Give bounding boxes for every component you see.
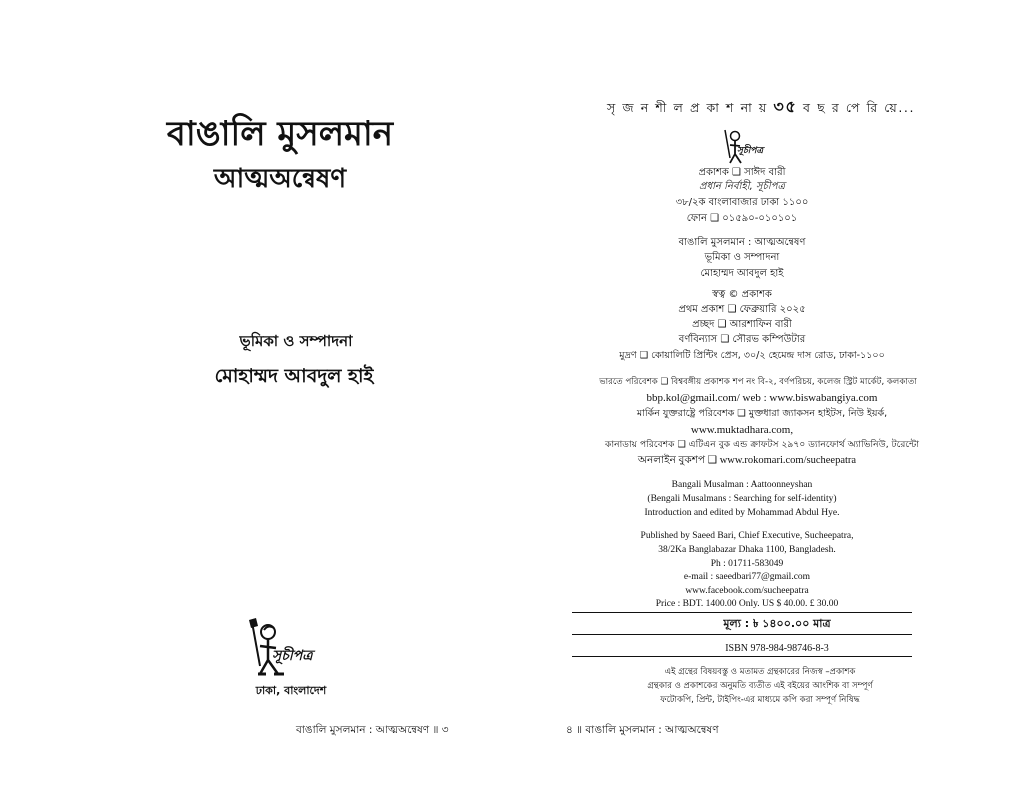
tagline-number: ৩৫ [773, 97, 798, 116]
logo-wordmark-small: সূচীপত্র [737, 146, 764, 156]
legal-line: ফটোকপি, প্রিন্ট, টাইপিং-এর মাধ্যমে কপি করা সম্পূর্ণ নিষিদ্ধ [660, 695, 860, 705]
credit-line: প্রচ্ছদ ❑ আরশাফিন বারী [692, 319, 792, 330]
rule-mid [572, 634, 912, 635]
credit-line: মুদ্রণ ❑ কোয়ালিটি প্রিন্টিং প্রেস, ৩০/২ হেমেন্দ্র দাস রোড, ঢাকা-১১০০ [619, 350, 885, 361]
imprint-place: ঢাকা, বাংলাদেশ [255, 684, 327, 697]
page-folio: বাঙালি মুসলমান : আত্মঅন্বেষণ ॥ ৩ [296, 724, 449, 736]
rule-top [572, 612, 912, 613]
book-line: মোহাম্মদ আবদুল হাই [700, 268, 784, 279]
publisher-line: প্রধান নির্বাহী, সূচীপত্র [699, 181, 785, 192]
distributor-line: মার্কিন যুক্তরাষ্ট্রে পরিবেশক ❑ মুক্তধারা জ্যাকসন হাইটস, নিউ ইয়র্ক, [636, 408, 888, 419]
english-pub-line: www.facebook.com/sucheepatra [685, 586, 809, 596]
price-bengali: মূল্য : ৳ ১৪০০.০০ মাত্র [723, 617, 831, 630]
english-pub-line: 38/2Ka Banglabazar Dhaka 1100, Bangladesh. [658, 545, 836, 555]
book-line: বাঙালি মুসলমান : আত্মঅন্বেষণ [678, 237, 806, 248]
publisher-line: ৩৮/২ক বাংলাবাজার ঢাকা ১১০০ [675, 197, 809, 208]
legal-line: এই গ্রন্থের বিষয়বস্তু ও মতামত গ্রন্থকারের নিজস্ব –প্রকাশক [664, 667, 856, 677]
logo-wordmark: সূচীপত্র [272, 648, 313, 664]
english-pub-line: Published by Saeed Bari, Chief Executive, Sucheepatra, [640, 531, 854, 541]
distributor-line: bbp.kol@gmail.com/ web : www.biswabangiya.com [646, 392, 878, 404]
distributor-line: www.muktadhara.com, [690, 424, 794, 436]
english-title-line: Introduction and edited by Mohammad Abdul Hye. [644, 508, 840, 518]
book-subtitle: আত্মঅন্বেষণ [213, 164, 347, 194]
publisher-line: প্রকাশক ❑ সাঈদ বারী [698, 167, 786, 178]
english-title-line: (Bengali Musalmans : Searching for self-identity) [647, 494, 837, 504]
legal-line: গ্রন্থকার ও প্রকাশকের অনুমতি ব্যতীত এই বইয়ের আংশিক বা সম্পূর্ণ [647, 681, 873, 691]
intro-edit-label: ভূমিকা ও সম্পাদনা [239, 332, 353, 350]
tagline-post: ব ছ র পে রি য়ে... [803, 100, 916, 115]
book-line: ভূমিকা ও সম্পাদনা [704, 252, 780, 263]
credit-line: বর্ণবিন্যাস ❑ সৌরভ কম্পিউটার [678, 334, 806, 345]
credit-line: স্বত্ব © প্রকাশক [712, 289, 772, 300]
publisher-logo [238, 616, 324, 680]
distributor-line: ভারতে পরিবেশক ❑ বিশ্ববঙ্গীয় প্রকাশক শপ নং বি-২, বর্ণপরিচয়, কলেজ স্ট্রিট মার্কেট, কলকাতা [599, 377, 917, 387]
distributor-line: অনলাইন বুকশপ ❑ www.rokomari.com/sucheepatra [637, 455, 857, 466]
english-pub-line: e-mail : saeedbari77@gmail.com [683, 572, 811, 582]
isbn: ISBN 978-984-98746-8-3 [725, 643, 829, 654]
publisher-logo-small [717, 126, 767, 166]
english-pub-line: Ph : 01711-583049 [710, 559, 784, 569]
publisher-line: ফোন ❑ ০১৫৯০-০১০১০১ [686, 213, 798, 224]
distributor-line: কানাডায় পরিবেশক ❑ এটিএন বুক এন্ড ক্রাফটস ২৯৭০ ড্যানফোর্থ অ্যাভিনিউ, টরেন্টো [605, 439, 919, 450]
credit-line: প্রথম প্রকাশ ❑ ফেব্রুয়ারি ২০২৫ [678, 304, 806, 315]
english-title-line: Bangali Musalman : Aattoonneyshan [671, 480, 813, 490]
tagline-pre: সৃ জ ন শী ল প্র কা শ না য় [606, 100, 768, 115]
book-title: বাঙালি মুসলমান [166, 114, 394, 154]
anniversary-tagline [596, 94, 926, 121]
author-name: মোহাম্মদ আবদুল হাই [214, 365, 374, 387]
page-folio: ৪ ॥ বাঙালি মুসলমান : আত্মঅন্বেষণ [566, 724, 719, 736]
rule-bottom [572, 656, 912, 657]
english-pub-line: Price : BDT. 1400.00 Only. US $ 40.00. £ 30.00 [655, 599, 839, 609]
right-page [512, 0, 1024, 791]
